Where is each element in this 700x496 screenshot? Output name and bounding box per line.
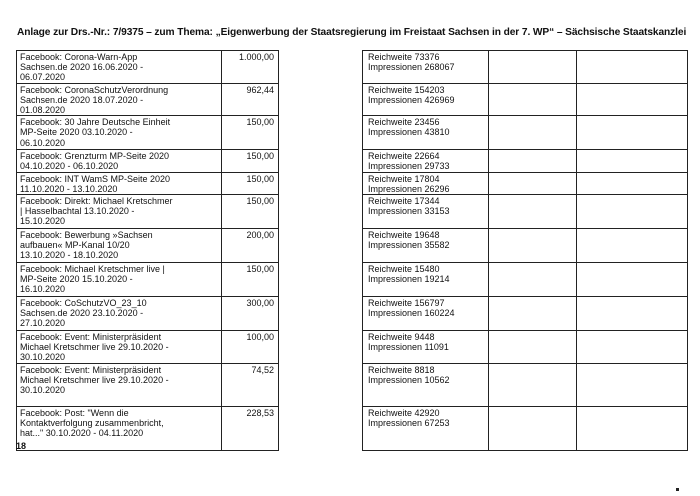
- empty-cell: [279, 195, 363, 229]
- campaign-cost: 150,00: [222, 195, 279, 229]
- empty-cell: [489, 407, 577, 451]
- description-line: 11.10.2020 - 13.10.2020: [20, 183, 118, 194]
- empty-cell: [279, 407, 363, 451]
- campaign-reach: [363, 195, 489, 229]
- table-row: [17, 150, 688, 172]
- campaign-cost: 300,00: [222, 297, 279, 331]
- table-row: [17, 51, 688, 84]
- empty-cell: [577, 364, 688, 407]
- reach-line: Impressionen 29733: [368, 161, 450, 172]
- reach-line: Impressionen 67253: [368, 418, 450, 429]
- reach-line: Reichweite 23456: [368, 117, 440, 128]
- description-line: 15.10.2020: [20, 216, 66, 227]
- description-line: MP-Seite 2020 15.10.2020 -: [20, 274, 133, 285]
- description-line: 06.10.2020: [20, 137, 66, 148]
- campaign-description: [17, 150, 222, 172]
- reach-line: Impressionen 10562: [368, 375, 450, 386]
- description-line: Facebook: Direkt: Michael Kretschmer: [20, 196, 173, 207]
- campaign-reach: [363, 51, 489, 84]
- reach-line: Impressionen 268067: [368, 62, 455, 73]
- campaign-reach: [363, 364, 489, 407]
- description-line: 01.08.2020: [20, 105, 66, 116]
- description-line: Michael Kretschmer live 29.10.2020 -: [20, 342, 169, 353]
- table-row: [17, 195, 688, 229]
- reach-line: Reichweite 19648: [368, 230, 440, 241]
- description-line: 16.10.2020: [20, 284, 66, 295]
- description-line: 27.10.2020: [20, 318, 66, 329]
- reach-line: Impressionen 426969: [368, 94, 455, 105]
- empty-cell: [279, 229, 363, 263]
- description-line: Facebook: CoSchutzVO_23_10: [20, 298, 147, 309]
- empty-cell: [279, 297, 363, 331]
- description-line: Facebook: Grenzturm MP-Seite 2020: [20, 151, 170, 162]
- page-title: Anlage zur Drs.-Nr.: 7/9375 – zum Thema: „Eigenwerbung der Staatsregierung im Freistaat Sachsen in der 7. WP“ – Sächsische Staatskanzlei: [17, 27, 687, 38]
- table-row: [17, 263, 688, 297]
- reach-line: Reichweite 154203: [368, 84, 445, 95]
- description-line: Sachsen.de 2020 23.10.2020 -: [20, 308, 144, 319]
- description-line: 06.07.2020: [20, 72, 66, 83]
- campaign-description: [17, 331, 222, 364]
- reach-line: Impressionen 26296: [368, 183, 450, 194]
- empty-cell: [577, 83, 688, 116]
- empty-cell: [489, 150, 577, 172]
- campaign-reach: [363, 331, 489, 364]
- empty-cell: [577, 172, 688, 194]
- table-row: [17, 83, 688, 116]
- reach-line: Reichweite 156797: [368, 298, 445, 309]
- campaign-description: [17, 297, 222, 331]
- empty-cell: [279, 116, 363, 150]
- campaign-cost: 74,52: [222, 364, 279, 407]
- reach-line: Impressionen 11091: [368, 342, 449, 353]
- campaign-cost: 150,00: [222, 150, 279, 172]
- description-line: Facebook: Corona-Warn-App: [20, 52, 138, 62]
- empty-cell: [577, 229, 688, 263]
- description-line: Facebook: Event: Ministerpräsident: [20, 332, 162, 343]
- empty-cell: [279, 263, 363, 297]
- empty-cell: [279, 51, 363, 84]
- empty-cell: [279, 83, 363, 116]
- campaign-description: [17, 229, 222, 263]
- campaign-cost: 228,53: [222, 407, 279, 451]
- reach-line: Reichweite 42920: [368, 408, 440, 419]
- table-row: [17, 297, 688, 331]
- campaign-cost: 150,00: [222, 172, 279, 194]
- campaign-reach: [363, 263, 489, 297]
- empty-cell: [489, 229, 577, 263]
- campaign-reach: [363, 297, 489, 331]
- description-line: 30.10.2020: [20, 352, 66, 363]
- empty-cell: [489, 263, 577, 297]
- reach-line: Impressionen 19214: [368, 274, 450, 285]
- empty-cell: [489, 172, 577, 194]
- campaign-description: [17, 116, 222, 150]
- empty-cell: [489, 195, 577, 229]
- campaign-description: [17, 407, 222, 451]
- reach-line: Reichweite 22664: [368, 151, 440, 162]
- description-line: Facebook: INT WamS MP-Seite 2020: [20, 173, 171, 184]
- empty-cell: [489, 331, 577, 364]
- description-line: Facebook: 30 Jahre Deutsche Einheit: [20, 117, 171, 128]
- reach-line: Impressionen 160224: [368, 308, 455, 319]
- campaign-description: [17, 263, 222, 297]
- campaign-reach: [363, 116, 489, 150]
- empty-cell: [279, 150, 363, 172]
- campaign-description: [17, 83, 222, 116]
- reach-line: Reichweite 8818: [368, 365, 435, 376]
- description-line: aufbauen« MP-Kanal 10/20: [20, 240, 130, 251]
- campaign-reach: [363, 229, 489, 263]
- campaign-reach: [363, 83, 489, 116]
- description-line: Sachsen.de 2020 18.07.2020 -: [20, 94, 144, 105]
- empty-cell: [577, 297, 688, 331]
- campaign-reach: [363, 150, 489, 172]
- description-line: MP-Seite 2020 03.10.2020 -: [20, 127, 133, 138]
- empty-cell: [489, 51, 577, 84]
- campaign-cost: 962,44: [222, 83, 279, 116]
- scan-mark: [676, 488, 679, 491]
- empty-cell: [489, 297, 577, 331]
- description-line: 13.10.2020 - 18.10.2020: [20, 250, 119, 261]
- advertising-table: [16, 50, 688, 451]
- empty-cell: [489, 83, 577, 116]
- page-number: 18: [16, 441, 27, 451]
- reach-line: Reichweite 9448: [368, 332, 435, 343]
- description-line: Facebook: Event: Ministerpräsident: [20, 365, 162, 376]
- empty-cell: [489, 364, 577, 407]
- campaign-reach: [363, 172, 489, 194]
- reach-line: Impressionen 43810: [368, 127, 450, 138]
- description-line: Facebook: CoronaSchutzVerordnung: [20, 84, 169, 95]
- empty-cell: [577, 263, 688, 297]
- campaign-cost: 200,00: [222, 229, 279, 263]
- campaign-description: [17, 51, 222, 84]
- empty-cell: [279, 331, 363, 364]
- table-row: [17, 331, 688, 364]
- campaign-cost: 100,00: [222, 331, 279, 364]
- empty-cell: [577, 407, 688, 451]
- table-row: [17, 172, 688, 194]
- description-line: Kontaktverfolgung zusammenbricht,: [20, 418, 164, 429]
- campaign-description: [17, 364, 222, 407]
- empty-cell: [489, 116, 577, 150]
- empty-cell: [577, 331, 688, 364]
- description-line: 30.10.2020: [20, 385, 66, 396]
- description-line: Facebook: Bewerbung »Sachsen: [20, 230, 153, 241]
- description-line: Michael Kretschmer live 29.10.2020 -: [20, 375, 169, 386]
- reach-line: Reichweite 73376: [368, 52, 440, 62]
- table-row: [17, 364, 688, 407]
- table-row: [17, 116, 688, 150]
- reach-line: Reichweite 17344: [368, 196, 440, 207]
- reach-line: Reichweite 15480: [368, 264, 440, 275]
- description-line: 04.10.2020 - 06.10.2020: [20, 161, 119, 172]
- campaign-cost: 150,00: [222, 263, 279, 297]
- description-line: Facebook: Michael Kretschmer live |: [20, 264, 165, 275]
- description-line: Facebook: Post: "Wenn die: [20, 408, 129, 419]
- description-line: hat..." 30.10.2020 - 04.11.2020: [20, 428, 144, 439]
- empty-cell: [577, 150, 688, 172]
- reach-line: Impressionen 33153: [368, 206, 450, 217]
- description-line: | Hasselbachtal 13.10.2020 -: [20, 206, 135, 217]
- campaign-cost: 1.000,00: [222, 51, 279, 84]
- reach-line: Reichweite 17804: [368, 173, 440, 184]
- empty-cell: [577, 116, 688, 150]
- description-line: Sachsen.de 2020 16.06.2020 -: [20, 62, 144, 73]
- campaign-cost: 150,00: [222, 116, 279, 150]
- empty-cell: [279, 364, 363, 407]
- empty-cell: [577, 195, 688, 229]
- campaign-reach: [363, 407, 489, 451]
- table-row: [17, 229, 688, 263]
- reach-line: Impressionen 35582: [368, 240, 450, 251]
- empty-cell: [577, 51, 688, 84]
- empty-cell: [279, 172, 363, 194]
- table-row: [17, 407, 688, 451]
- campaign-description: [17, 195, 222, 229]
- campaign-description: [17, 172, 222, 194]
